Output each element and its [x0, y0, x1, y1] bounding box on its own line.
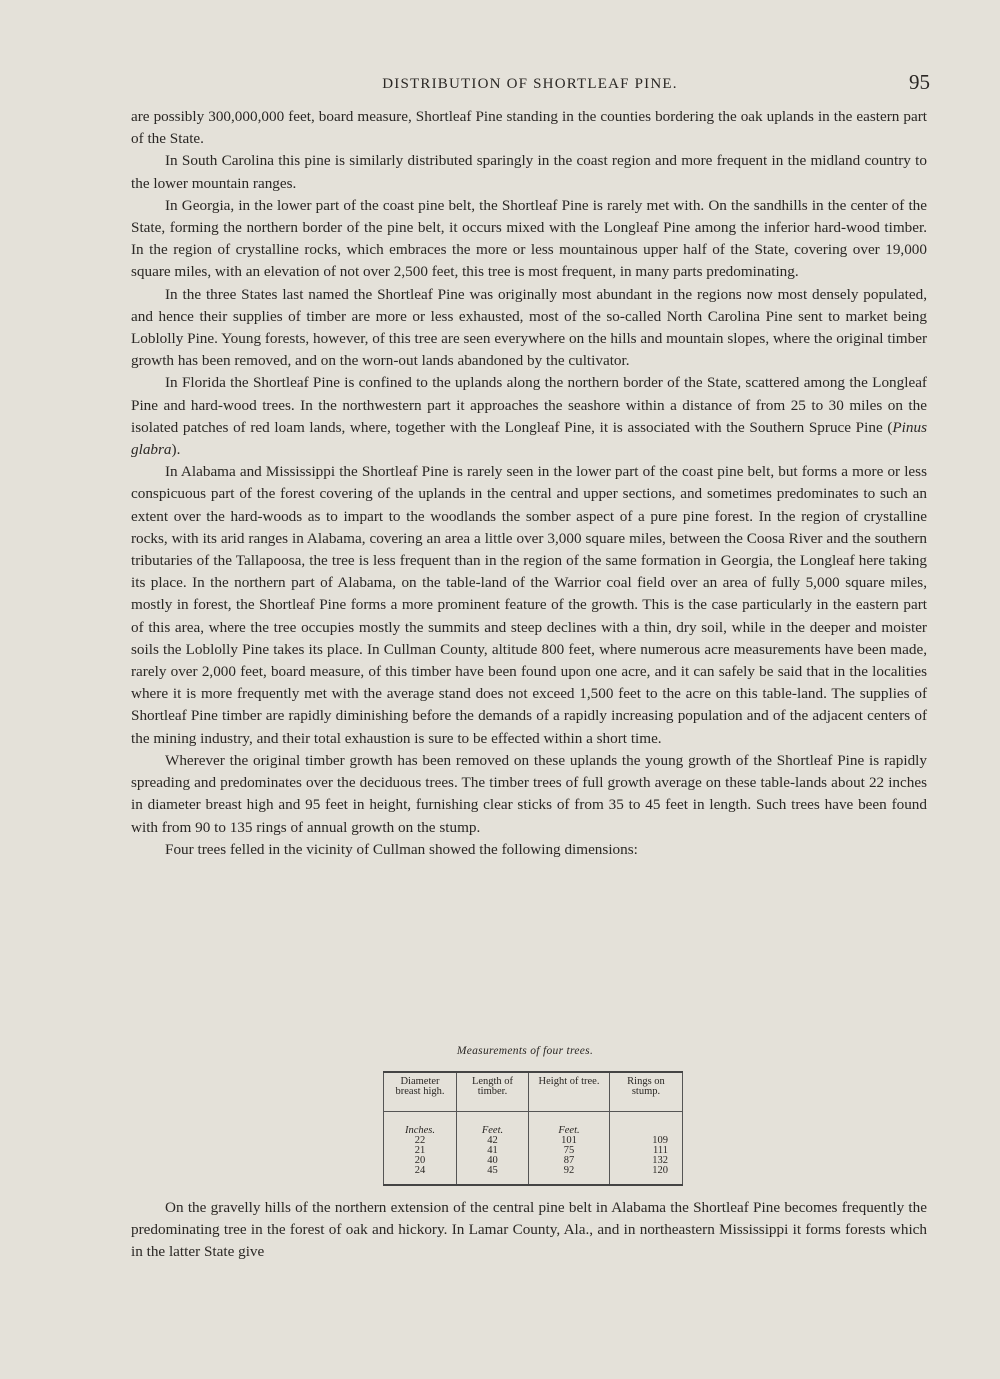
header-diameter: Diameter breast high. [384, 1072, 457, 1112]
table-cell: 109 [610, 1136, 683, 1146]
paragraph-young-growth: Wherever the original timber growth has been removed on these uplands the young growth of the Shortleaf Pine is rapidly spreading and predominates over the deciduous trees. The timber trees of full growth average on these table-lands about 22 inches in diameter breast high and 95 feet in height, furnishing clear sticks of from 35 to 45 feet in length. Such trees have been found with from 90 to 135 rings of annual growth on the stump. [131, 751, 927, 836]
closing-text [131, 1197, 927, 1264]
table-caption: Measurements of four trees. [456, 1045, 594, 1057]
unit-cell: Feet. [529, 1112, 610, 1137]
table-cell: 21 [384, 1146, 457, 1156]
page-number: 95 [909, 70, 930, 94]
unit-cell: Inches. [384, 1112, 457, 1137]
table-cell: 132 [610, 1156, 683, 1166]
paragraph-three-states: In the three States last named the Shortleaf Pine was originally most abundant in the regions now most densely populated, and hence their supplies of timber are more or less exhausted, most of the so-called North Carolina Pine sent to market being Loblolly Pine. Young forests, however, of this tree are seen everywhere on the hills and mountain slopes, where the original timber growth has been removed, and on the worn-out lands abandoned by the cultivator. [131, 285, 927, 370]
table-row [384, 1156, 683, 1166]
body-text [131, 106, 927, 861]
paragraph-continuation: are possibly 300,000,000 feet, board measure, Shortleaf Pine standing in the counties bordering the oak uplands in the eastern part of the State. [131, 108, 927, 148]
table-cell: 120 [610, 1166, 683, 1185]
paragraph-florida [131, 372, 927, 461]
table-cell: 41 [457, 1146, 529, 1156]
table-cell: 40 [457, 1156, 529, 1166]
page-header [130, 70, 930, 98]
unit-cell: Feet. [457, 1112, 529, 1137]
table-cell: 20 [384, 1156, 457, 1166]
table-cell: 92 [529, 1166, 610, 1185]
paragraph-four-trees: Four trees felled in the vicinity of Cullman showed the following dimensions: [165, 840, 638, 858]
table-row [384, 1146, 683, 1156]
table-cell: 101 [529, 1136, 610, 1146]
paragraph-gravelly-hills: On the gravelly hills of the northern extension of the central pine belt in Alabama the Shortleaf Pine becomes frequently the predominating tree in the forest of oak and hickory. In Lamar County, Ala., and in northeastern Mississippi it forms forests which in the latter State give [131, 1199, 927, 1261]
unit-cell [610, 1112, 683, 1137]
measurements-table [383, 1071, 683, 1186]
paragraph-georgia: In Georgia, in the lower part of the coast pine belt, the Shortleaf Pine is rarely met with. On the sandhills in the center of the State, forming the northern border of the pine belt, it occurs mixed with the Longleaf Pine among the inferior hard-wood timber. In the region of crystalline rocks, which embraces the more or less mountainous upper half of the State, covering over 19,000 square miles, with an elevation of not over 2,500 feet, this tree is most frequent, in many parts predominating. [131, 196, 927, 281]
units-row [384, 1112, 683, 1137]
species-name: Pinus glabra [131, 418, 927, 459]
header-height: Height of tree. [529, 1072, 610, 1112]
running-title: DISTRIBUTION OF SHORTLEAF PINE. [382, 76, 678, 92]
table-cell: 24 [384, 1166, 457, 1185]
table-cell: 87 [529, 1156, 610, 1166]
table-cell: 45 [457, 1166, 529, 1185]
table-cell: 42 [457, 1136, 529, 1146]
header-rings: Rings on stump. [610, 1072, 683, 1112]
florida-text-end: ). [171, 441, 181, 459]
table-cell: 22 [384, 1136, 457, 1146]
header-length: Length of timber. [457, 1072, 529, 1112]
table-row [384, 1166, 683, 1185]
table-row [384, 1136, 683, 1146]
table-cell: 75 [529, 1146, 610, 1156]
florida-text: In Florida the Shortleaf Pine is confined to the uplands along the northern border of the State, scattered among the Longleaf Pine and hard-wood trees. In the northwestern part it approaches the seashore within a distance of from 25 to 30 miles on the isolated patches of red loam lands, where, together with the Longleaf Pine, it is associated with the Southern Spruce Pine ( [131, 374, 927, 436]
paragraph-south-carolina: In South Carolina this pine is similarly distributed sparingly in the coast region and more frequent in the midland country to the lower mountain ranges. [131, 152, 927, 192]
table-cell: 111 [610, 1146, 683, 1156]
paragraph-alabama-mississippi: In Alabama and Mississippi the Shortleaf Pine is rarely seen in the lower part of the coast pine belt, but forms a more or less conspicuous part of the forest covering of the uplands in the central and upper sections, and sometimes predominates to such an extent over the hard-woods as to impart to the woodlands the somber aspect of a pure pine forest. In the region of crystalline rocks, with its arid ranges in Alabama, covering an area a little over 3,000 square miles, between the Coosa River and the southern tributaries of the Tallapoosa, the tree is less frequent than in the region of the same formation in Georgia, the Longleaf here taking its place. In the northern part of Alabama, on the table-land of the Warrior coal field over an area of fully 5,000 square miles, mostly in forest, the Shortleaf Pine forms a more prominent feature of the growth. This is the case particularly in the eastern part of this area, where the tree occupies mostly the summits and steep declines with a thin, dry soil, while in the deeper and moister soils the Loblolly Pine takes its place. In Cullman County, altitude 800 feet, where numerous acre measurements have been made, rarely over 2,000 feet, board measure, of this timber have been found upon one acre, and it can safely be said that in the localities where it is more frequently met with the average stand does not exceed 1,500 feet to the acre on this table-land. The supplies of Shortleaf Pine timber are rapidly diminishing before the demands of a rapidly increasing population and of the adjacent centers of the mining industry, and their total exhaustion is sure to be effected within a short time. [131, 463, 927, 747]
